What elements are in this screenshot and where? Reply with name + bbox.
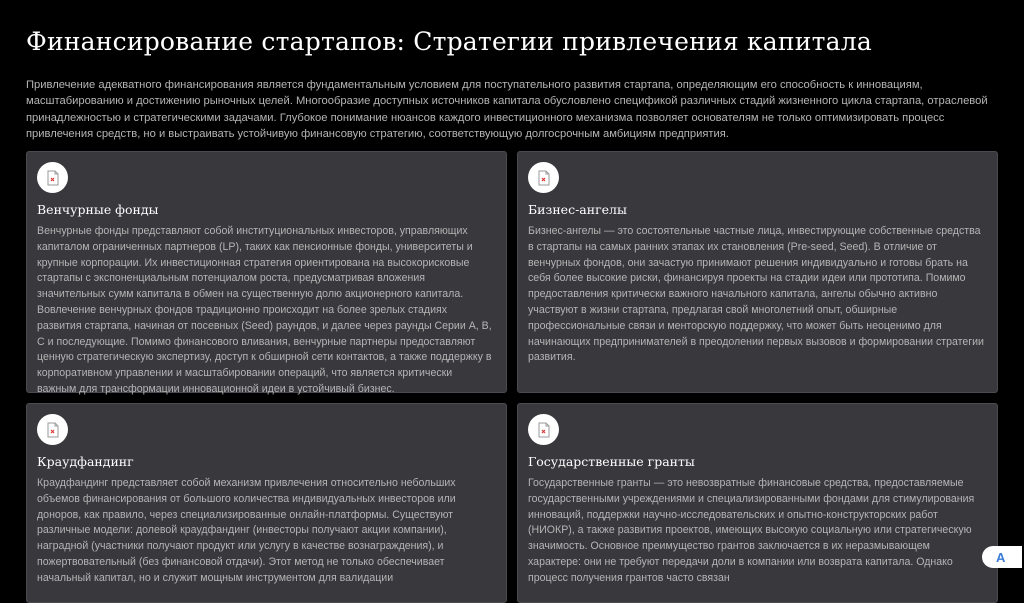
card-business-angels — [517, 151, 998, 393]
card-title: Краудфандинг — [37, 454, 134, 469]
document-image-icon — [528, 162, 559, 193]
card-title: Государственные гранты — [528, 454, 695, 469]
card-body: Бизнес-ангелы — это состоятельные частные лица, инвестирующие собственные средства в стартапы на самых ранних этапах их становления (Pre-seed, Seed). В отличие от венчурных фондов, они зачастую принимают решения индивидуально и готовы брать на себя более высокие риски, финансируя проекты на стадии идеи или прототипа. Помимо предоставления критически важного начального капитала, ангелы обычно активно участвуют в жизни стартапа, предлагая свой многолетний опыт, обширные профессиональные связи и менторскую поддержку, что может быть неоценимо для начинающих предпринимателей в преодолении первых вызовов и формировании стратегии развития. — [528, 225, 984, 364]
document-image-icon — [37, 162, 68, 193]
card-body: Краудфандинг представляет собой механизм привлечения относительно небольших объемов финансирования от большого количества индивидуальных инвесторов или доноров, как правило, через специализированные онлайн-платформы. Существуют различные модели: долевой краудфандинг (инвесторы получают акции компании), наградной (участники получают продукт или услугу в качестве вознаграждения), и пожертвовательный (без финансовой отдачи). Этот метод не только обеспечивает начальный капитал, но и служит мощным инструментом для валидации — [37, 477, 456, 584]
page-title: Финансирование стартапов: Стратегии привлечения капитала — [26, 27, 872, 56]
card-body: Государственные гранты — это невозвратные финансовые средства, предоставляемые государственными учреждениями и специализированными фондами для стимулирования инноваций, поддержки научно-исследовательских и опытно-конструкторских работ (НИОКР), а также развития проектов, имеющих высокую социальную или стратегическую значимость. Основное преимущество грантов заключается в их неразмывающем характере: они не требуют передачи доли в компании или возврата капитала. Однако процесс получения грантов часто связан — [528, 477, 975, 584]
corner-widget-button[interactable] — [982, 546, 1022, 568]
card-title: Бизнес-ангелы — [528, 202, 627, 217]
card-crowdfunding — [26, 403, 507, 603]
document-image-icon — [528, 414, 559, 445]
intro-paragraph: Привлечение адекватного финансирования является фундаментальным условием для поступательного развития стартапа, определяющим его способность к инновациям, масштабированию и достижению рыночных целей. Многообразие доступных источников капитала обусловлено спецификой различных стадий жизненного цикла стартапа, отраслевой принадлежностью и стратегическими задачами. Глубокое понимание нюансов каждого инвестиционного механизма позволяет основателям не только оптимизировать процесс привлечения средств, но и выстраивать устойчивую финансовую стратегию, соответствующую долгосрочным амбициям предприятия. — [26, 79, 988, 141]
card-venture-funds — [26, 151, 507, 393]
card-body: Венчурные фонды представляют собой институциональных инвесторов, управляющих капиталом ограниченных партнеров (LP), таких как пенсионные фонды, университеты и крупные корпорации. Их инвестиционная стратегия ориентирована на высокорисковые стартапы с экспоненциальным потенциалом роста, предусматривая вложения значительных сумм капитала в обмен на существенную долю акционерного капитала. Вовлечение венчурных фондов традиционно происходит на более зрелых стадиях развития стартапа, начиная от посевных (Seed) раундов, и далее через раунды Серии A, B, C и последующие. Помимо финансового вливания, венчурные партнеры предоставляют ценную стратегическую экспертизу, доступ к обширной сети контактов, а также поддержку в корпоративном управлении и масштабировании операций, что является критически важным для трансформации инновационной идеи в устойчивый бизнес. — [37, 225, 492, 395]
document-image-icon — [37, 414, 68, 445]
card-government-grants — [517, 403, 998, 603]
corner-widget-label: A — [996, 549, 1006, 565]
card-title: Венчурные фонды — [37, 202, 159, 217]
